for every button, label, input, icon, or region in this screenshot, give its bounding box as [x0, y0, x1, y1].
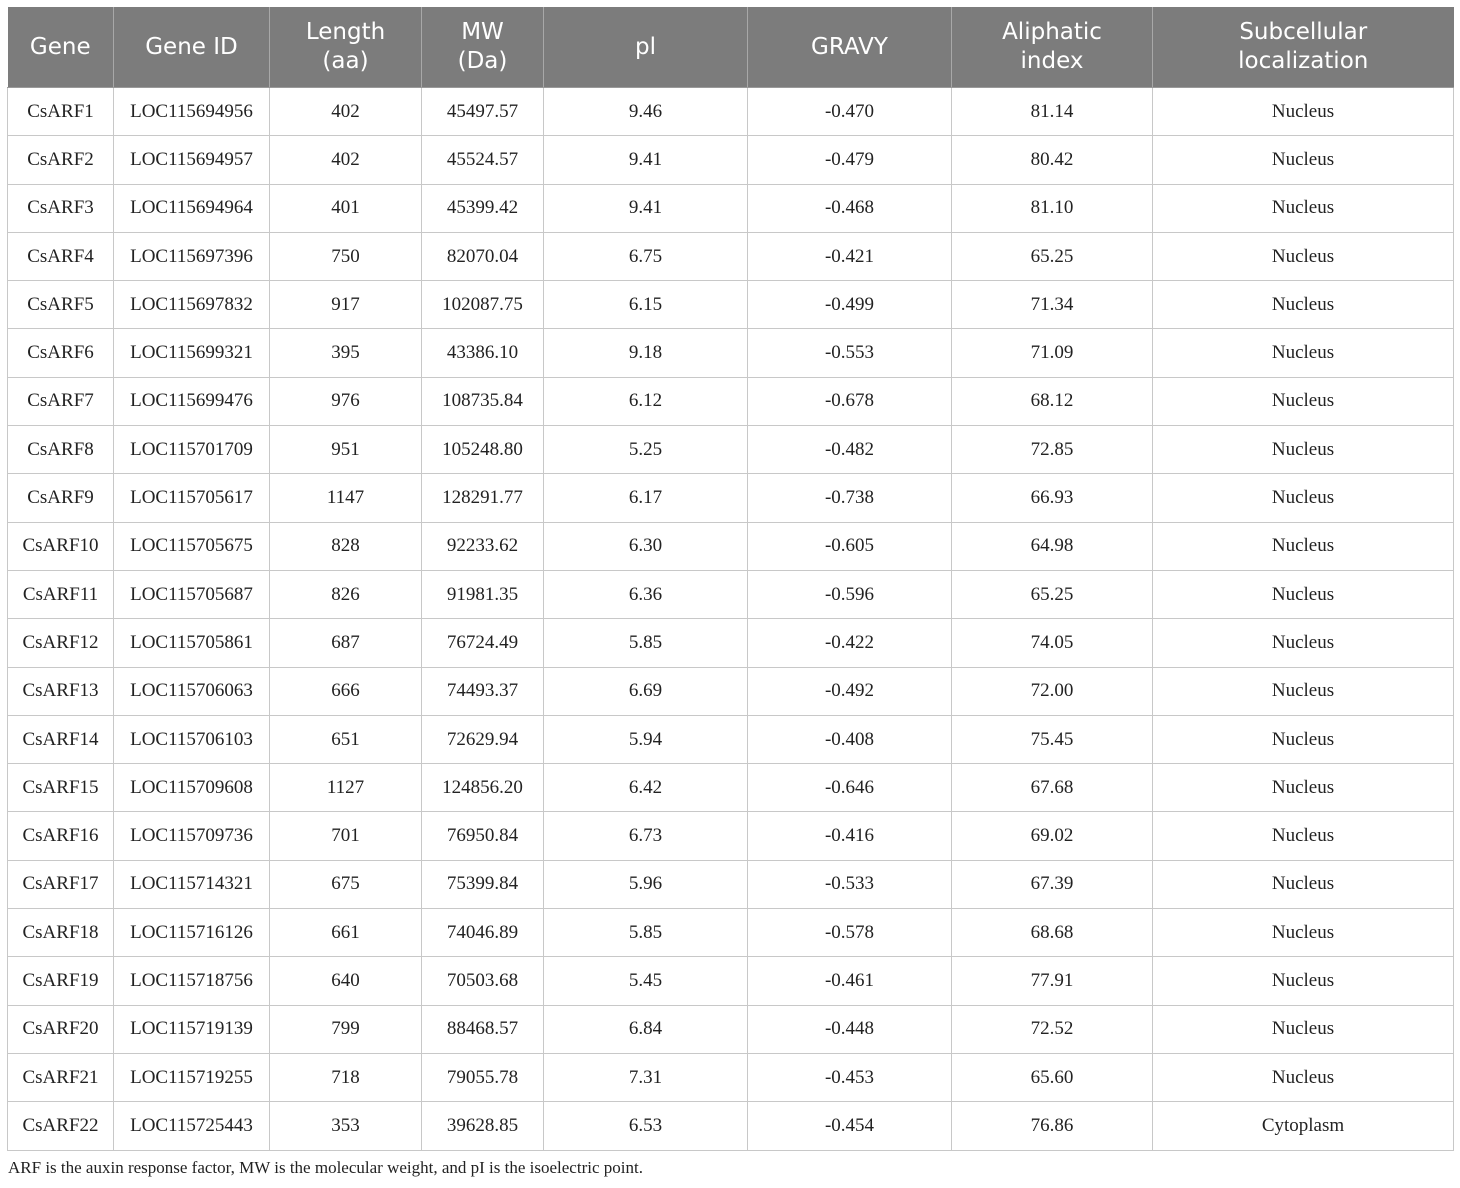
cell-length: 976 — [270, 377, 422, 425]
header-line: Gene ID — [145, 33, 238, 60]
table-row — [8, 1005, 1454, 1053]
table-row — [8, 377, 1454, 425]
cell-pi: 9.18 — [544, 329, 748, 377]
cell-aliphatic-index: 71.09 — [952, 329, 1153, 377]
cell-gene-id: LOC115709608 — [114, 764, 270, 812]
cell-gravy: -0.605 — [748, 522, 952, 570]
cell-subcellular-localization: Nucleus — [1153, 329, 1454, 377]
cell-gravy: -0.416 — [748, 812, 952, 860]
cell-aliphatic-index: 72.52 — [952, 1005, 1153, 1053]
cell-length: 799 — [270, 1005, 422, 1053]
cell-pi: 9.41 — [544, 136, 748, 184]
cell-gene: CsARF21 — [8, 1053, 114, 1101]
cell-mw: 45524.57 — [422, 136, 544, 184]
cell-aliphatic-index: 77.91 — [952, 957, 1153, 1005]
cell-pi: 6.12 — [544, 377, 748, 425]
cell-mw: 92233.62 — [422, 522, 544, 570]
cell-mw: 45497.57 — [422, 88, 544, 136]
cell-mw: 45399.42 — [422, 184, 544, 232]
cell-pi: 5.94 — [544, 715, 748, 763]
cell-aliphatic-index: 76.86 — [952, 1102, 1153, 1150]
cell-gravy: -0.578 — [748, 909, 952, 957]
cell-length: 666 — [270, 667, 422, 715]
cell-mw: 102087.75 — [422, 281, 544, 329]
header-line: MW — [461, 19, 504, 45]
cell-pi: 9.41 — [544, 184, 748, 232]
cell-gene-id: LOC115699321 — [114, 329, 270, 377]
cell-aliphatic-index: 67.68 — [952, 764, 1153, 812]
cell-gene: CsARF14 — [8, 715, 114, 763]
cell-mw: 128291.77 — [422, 474, 544, 522]
cell-gene-id: LOC115697396 — [114, 232, 270, 280]
table-row — [8, 860, 1454, 908]
header-line: index — [1020, 48, 1084, 74]
cell-gene-id: LOC115699476 — [114, 377, 270, 425]
cell-gene-id: LOC115716126 — [114, 909, 270, 957]
table-row — [8, 619, 1454, 667]
cell-gene: CsARF12 — [8, 619, 114, 667]
cell-gravy: -0.499 — [748, 281, 952, 329]
cell-aliphatic-index: 80.42 — [952, 136, 1153, 184]
cell-gravy: -0.454 — [748, 1102, 952, 1150]
cell-gravy: -0.408 — [748, 715, 952, 763]
cell-gene-id: LOC115705861 — [114, 619, 270, 667]
cell-pi: 5.85 — [544, 619, 748, 667]
table-row — [8, 232, 1454, 280]
header-subcellular-localization — [1153, 7, 1454, 88]
header-line: Aliphatic — [1002, 19, 1102, 45]
cell-length: 701 — [270, 812, 422, 860]
table-row — [8, 522, 1454, 570]
cell-aliphatic-index: 68.68 — [952, 909, 1153, 957]
cell-gravy: -0.422 — [748, 619, 952, 667]
cell-length: 1147 — [270, 474, 422, 522]
header-gravy — [748, 7, 952, 88]
cell-gene: CsARF22 — [8, 1102, 114, 1150]
table-row — [8, 426, 1454, 474]
cell-subcellular-localization: Nucleus — [1153, 909, 1454, 957]
cell-pi: 6.75 — [544, 232, 748, 280]
cell-gene-id: LOC115705675 — [114, 522, 270, 570]
header-line: Gene — [29, 33, 91, 60]
cell-aliphatic-index: 71.34 — [952, 281, 1153, 329]
table-row — [8, 570, 1454, 618]
cell-gravy: -0.479 — [748, 136, 952, 184]
cell-subcellular-localization: Nucleus — [1153, 377, 1454, 425]
cell-mw: 79055.78 — [422, 1053, 544, 1101]
arf-properties-table-container — [7, 7, 1453, 1151]
cell-gravy: -0.453 — [748, 1053, 952, 1101]
cell-gene-id: LOC115705617 — [114, 474, 270, 522]
cell-length: 402 — [270, 136, 422, 184]
cell-pi: 6.73 — [544, 812, 748, 860]
table-row — [8, 1102, 1454, 1150]
cell-aliphatic-index: 66.93 — [952, 474, 1153, 522]
cell-gene: CsARF13 — [8, 667, 114, 715]
cell-length: 826 — [270, 570, 422, 618]
cell-gene: CsARF9 — [8, 474, 114, 522]
cell-gravy: -0.738 — [748, 474, 952, 522]
table-row — [8, 184, 1454, 232]
cell-subcellular-localization: Nucleus — [1153, 1005, 1454, 1053]
cell-pi: 6.17 — [544, 474, 748, 522]
cell-length: 651 — [270, 715, 422, 763]
cell-gene-id: LOC115719139 — [114, 1005, 270, 1053]
table-row — [8, 957, 1454, 1005]
cell-mw: 39628.85 — [422, 1102, 544, 1150]
cell-aliphatic-index: 65.60 — [952, 1053, 1153, 1101]
cell-pi: 6.30 — [544, 522, 748, 570]
cell-gene: CsARF2 — [8, 136, 114, 184]
header-line: pl — [635, 33, 656, 60]
cell-subcellular-localization: Nucleus — [1153, 88, 1454, 136]
cell-mw: 43386.10 — [422, 329, 544, 377]
cell-pi: 5.85 — [544, 909, 748, 957]
table-footnote: ARF is the auxin response factor, MW is the molecular weight, and pI is the isoelectric point. — [8, 1158, 643, 1177]
header-pi — [544, 7, 748, 88]
cell-aliphatic-index: 81.10 — [952, 184, 1153, 232]
cell-subcellular-localization: Nucleus — [1153, 860, 1454, 908]
cell-mw: 72629.94 — [422, 715, 544, 763]
cell-gene-id: LOC115694956 — [114, 88, 270, 136]
cell-gene-id: LOC115706063 — [114, 667, 270, 715]
cell-gravy: -0.482 — [748, 426, 952, 474]
cell-subcellular-localization: Nucleus — [1153, 426, 1454, 474]
cell-mw: 74493.37 — [422, 667, 544, 715]
cell-length: 401 — [270, 184, 422, 232]
cell-gene: CsARF3 — [8, 184, 114, 232]
cell-pi: 9.46 — [544, 88, 748, 136]
cell-length: 1127 — [270, 764, 422, 812]
cell-gene: CsARF18 — [8, 909, 114, 957]
cell-subcellular-localization: Nucleus — [1153, 957, 1454, 1005]
table-row — [8, 329, 1454, 377]
cell-gene-id: LOC115725443 — [114, 1102, 270, 1150]
cell-gene: CsARF5 — [8, 281, 114, 329]
cell-subcellular-localization: Nucleus — [1153, 715, 1454, 763]
cell-gene: CsARF19 — [8, 957, 114, 1005]
cell-length: 828 — [270, 522, 422, 570]
cell-aliphatic-index: 68.12 — [952, 377, 1153, 425]
cell-gene-id: LOC115697832 — [114, 281, 270, 329]
cell-aliphatic-index: 69.02 — [952, 812, 1153, 860]
header-mw — [422, 7, 544, 88]
table-row — [8, 667, 1454, 715]
header-length — [270, 7, 422, 88]
cell-mw: 76724.49 — [422, 619, 544, 667]
header-line: GRAVY — [811, 33, 888, 60]
cell-gene: CsARF11 — [8, 570, 114, 618]
cell-subcellular-localization: Nucleus — [1153, 570, 1454, 618]
cell-gene-id: LOC115718756 — [114, 957, 270, 1005]
cell-gene-id: LOC115709736 — [114, 812, 270, 860]
cell-length: 661 — [270, 909, 422, 957]
cell-subcellular-localization: Nucleus — [1153, 281, 1454, 329]
cell-gene-id: LOC115705687 — [114, 570, 270, 618]
cell-mw: 88468.57 — [422, 1005, 544, 1053]
cell-length: 395 — [270, 329, 422, 377]
cell-length: 750 — [270, 232, 422, 280]
cell-aliphatic-index: 72.85 — [952, 426, 1153, 474]
cell-gene: CsARF1 — [8, 88, 114, 136]
cell-subcellular-localization: Nucleus — [1153, 474, 1454, 522]
cell-gravy: -0.470 — [748, 88, 952, 136]
cell-gravy: -0.461 — [748, 957, 952, 1005]
header-aliphatic-index — [952, 7, 1153, 88]
cell-subcellular-localization: Nucleus — [1153, 232, 1454, 280]
table-row — [8, 715, 1454, 763]
cell-gene: CsARF20 — [8, 1005, 114, 1053]
cell-mw: 124856.20 — [422, 764, 544, 812]
header-line: (Da) — [457, 48, 508, 74]
table-row — [8, 474, 1454, 522]
cell-gene: CsARF16 — [8, 812, 114, 860]
table-row — [8, 88, 1454, 136]
table-row — [8, 764, 1454, 812]
cell-pi: 5.25 — [544, 426, 748, 474]
cell-gene-id: LOC115701709 — [114, 426, 270, 474]
cell-pi: 6.42 — [544, 764, 748, 812]
cell-gravy: -0.553 — [748, 329, 952, 377]
cell-gravy: -0.448 — [748, 1005, 952, 1053]
table-row — [8, 812, 1454, 860]
header-line: localization — [1238, 48, 1369, 74]
cell-length: 640 — [270, 957, 422, 1005]
cell-gravy: -0.678 — [748, 377, 952, 425]
cell-length: 718 — [270, 1053, 422, 1101]
cell-pi: 7.31 — [544, 1053, 748, 1101]
cell-subcellular-localization: Cytoplasm — [1153, 1102, 1454, 1150]
cell-gravy: -0.421 — [748, 232, 952, 280]
table-header — [8, 7, 1454, 88]
cell-pi: 6.69 — [544, 667, 748, 715]
cell-subcellular-localization: Nucleus — [1153, 812, 1454, 860]
cell-aliphatic-index: 75.45 — [952, 715, 1153, 763]
header-gene — [8, 7, 114, 88]
cell-subcellular-localization: Nucleus — [1153, 184, 1454, 232]
cell-gravy: -0.646 — [748, 764, 952, 812]
cell-pi: 5.96 — [544, 860, 748, 908]
cell-mw: 75399.84 — [422, 860, 544, 908]
cell-gene-id: LOC115694964 — [114, 184, 270, 232]
cell-gene-id: LOC115719255 — [114, 1053, 270, 1101]
cell-gravy: -0.492 — [748, 667, 952, 715]
cell-length: 353 — [270, 1102, 422, 1150]
cell-pi: 5.45 — [544, 957, 748, 1005]
cell-gene: CsARF4 — [8, 232, 114, 280]
table-body — [8, 88, 1454, 1151]
cell-pi: 6.15 — [544, 281, 748, 329]
cell-pi: 6.53 — [544, 1102, 748, 1150]
cell-gravy: -0.596 — [748, 570, 952, 618]
arf-properties-table — [7, 7, 1454, 1151]
cell-pi: 6.36 — [544, 570, 748, 618]
cell-aliphatic-index: 64.98 — [952, 522, 1153, 570]
cell-gene: CsARF15 — [8, 764, 114, 812]
cell-length: 917 — [270, 281, 422, 329]
cell-gene: CsARF17 — [8, 860, 114, 908]
table-row — [8, 136, 1454, 184]
cell-subcellular-localization: Nucleus — [1153, 136, 1454, 184]
cell-gene: CsARF6 — [8, 329, 114, 377]
cell-mw: 76950.84 — [422, 812, 544, 860]
cell-mw: 108735.84 — [422, 377, 544, 425]
cell-gene-id: LOC115694957 — [114, 136, 270, 184]
cell-length: 675 — [270, 860, 422, 908]
cell-gene: CsARF10 — [8, 522, 114, 570]
cell-gravy: -0.533 — [748, 860, 952, 908]
cell-subcellular-localization: Nucleus — [1153, 619, 1454, 667]
cell-subcellular-localization: Nucleus — [1153, 522, 1454, 570]
cell-mw: 82070.04 — [422, 232, 544, 280]
cell-length: 951 — [270, 426, 422, 474]
cell-gene: CsARF7 — [8, 377, 114, 425]
header-gene-id — [114, 7, 270, 88]
cell-mw: 70503.68 — [422, 957, 544, 1005]
cell-subcellular-localization: Nucleus — [1153, 764, 1454, 812]
header-row — [8, 7, 1454, 88]
cell-mw: 105248.80 — [422, 426, 544, 474]
cell-length: 402 — [270, 88, 422, 136]
header-line: Length — [305, 19, 386, 45]
cell-subcellular-localization: Nucleus — [1153, 667, 1454, 715]
cell-aliphatic-index: 65.25 — [952, 570, 1153, 618]
cell-mw: 74046.89 — [422, 909, 544, 957]
table-row — [8, 909, 1454, 957]
header-line: (aa) — [322, 48, 369, 74]
cell-gene-id: LOC115706103 — [114, 715, 270, 763]
cell-aliphatic-index: 67.39 — [952, 860, 1153, 908]
cell-aliphatic-index: 81.14 — [952, 88, 1153, 136]
table-row — [8, 1053, 1454, 1101]
table-row — [8, 281, 1454, 329]
cell-subcellular-localization: Nucleus — [1153, 1053, 1454, 1101]
cell-aliphatic-index: 65.25 — [952, 232, 1153, 280]
cell-mw: 91981.35 — [422, 570, 544, 618]
cell-aliphatic-index: 72.00 — [952, 667, 1153, 715]
cell-gene: CsARF8 — [8, 426, 114, 474]
cell-length: 687 — [270, 619, 422, 667]
cell-pi: 6.84 — [544, 1005, 748, 1053]
cell-gravy: -0.468 — [748, 184, 952, 232]
cell-gene-id: LOC115714321 — [114, 860, 270, 908]
header-line: Subcellular — [1239, 19, 1368, 45]
cell-aliphatic-index: 74.05 — [952, 619, 1153, 667]
